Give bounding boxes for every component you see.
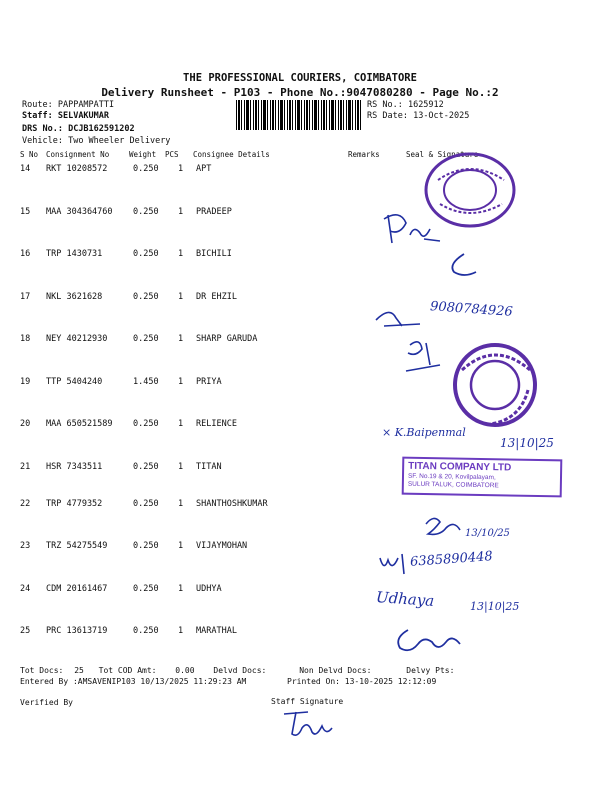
row-consignment: MAA 650521589: [46, 419, 113, 429]
titan-stamp-line2: SF. No.19 & 20, Kovilpalayam,: [407, 472, 496, 482]
row-weight: 0.250: [133, 462, 159, 472]
row-weight: 0.250: [133, 207, 159, 217]
row-pcs: 1: [178, 499, 184, 509]
rs-date-line: [367, 111, 469, 121]
barcode: [236, 100, 362, 130]
row-consignee: MARATHAL: [196, 626, 237, 636]
vehicle-line: [22, 136, 170, 146]
row-pcs: 1: [178, 164, 184, 174]
date-23: 13/10/25: [465, 528, 510, 539]
row-sno: 22: [20, 499, 31, 509]
row-sno: 23: [20, 541, 31, 551]
runsheet-title: Delivery Runsheet - P103 - Phone No.:9047080280 - Page No.:2: [101, 86, 499, 99]
row-weight: 0.250: [133, 584, 159, 594]
stamp-titan: [402, 457, 563, 498]
verified-by: Verified By: [20, 698, 73, 707]
row-pcs: 1: [178, 377, 184, 387]
row-pcs: 1: [178, 207, 184, 217]
delvy-pts-label: Delvy Pts:: [406, 666, 455, 675]
row-consignment: NEY 40212930: [46, 334, 108, 344]
col-weight: Weight: [129, 150, 157, 159]
row-sno: 18: [20, 334, 31, 344]
table-row: [0, 626, 600, 646]
signature-25: [388, 622, 468, 664]
titan-stamp-line3: SULUR TALUK, COIMBATORE: [407, 480, 499, 490]
tot-cod-label: Tot COD Amt:: [98, 666, 157, 675]
company-title: THE PROFESSIONAL COURIERS, COIMBATORE: [183, 72, 417, 84]
row-consignee: VIJAYMOHAN: [196, 541, 248, 551]
row-consignee: RELIENCE: [196, 419, 237, 429]
row-sno: 14: [20, 164, 31, 174]
handwritten-number-17: 9080784926: [429, 299, 514, 320]
row-weight: 0.250: [133, 164, 159, 174]
row-weight: 0.250: [133, 499, 159, 509]
row-consignment: RKT 10208572: [46, 164, 108, 174]
row-pcs: 1: [178, 541, 184, 551]
drs-value: DCJB162591202: [68, 124, 135, 134]
staff-signature: [278, 706, 338, 742]
vehicle-label: Vehicle:: [22, 136, 63, 146]
route-line: [22, 100, 114, 110]
row-consignment: NKL 3621628: [46, 292, 103, 302]
route-value: PAPPAMPATTI: [57, 100, 115, 110]
staff-value: SELVAKUMAR: [57, 111, 110, 121]
printed-on: Printed On: 13-10-2025 12:12:09: [287, 677, 437, 686]
rs-date-label: RS Date:: [367, 111, 408, 121]
table-row: [0, 249, 600, 269]
remark-20: × K.Baipenmal: [382, 426, 466, 439]
row-consignment: TRP 1430731: [46, 249, 103, 259]
row-weight: 0.250: [133, 249, 159, 259]
tot-cod-value: 0.00: [175, 666, 195, 675]
rs-no-label: RS No.:: [367, 100, 403, 110]
col-remarks: Remarks: [348, 150, 380, 159]
row-sno: 17: [20, 292, 31, 302]
row-consignment: TTP 5404240: [46, 377, 103, 387]
rs-no-value: 1625912: [407, 100, 444, 110]
tot-docs-label: Tot Docs:: [20, 666, 64, 675]
row-pcs: 1: [178, 626, 184, 636]
vehicle-value: Two Wheeler Delivery: [68, 136, 171, 146]
row-consignment: CDM 20161467: [46, 584, 108, 594]
staff-signature-label: Staff Signature: [271, 697, 344, 706]
handwritten-number-24: 6385890448: [409, 549, 494, 570]
rs-no-line: [367, 100, 444, 110]
col-sno: S No: [20, 150, 39, 159]
date-24: 13|10|25: [470, 600, 520, 613]
row-consignee: PRADEEP: [196, 207, 232, 217]
row-consignee: BICHILI: [196, 249, 232, 259]
row-sno: 24: [20, 584, 31, 594]
row-sno: 20: [20, 419, 31, 429]
row-consignee: DR EHZIL: [196, 292, 237, 302]
staff-line: [22, 111, 109, 121]
row-pcs: 1: [178, 419, 184, 429]
row-pcs: 1: [178, 584, 184, 594]
route-label: Route:: [22, 100, 53, 110]
row-weight: 0.250: [133, 626, 159, 636]
row-sno: 25: [20, 626, 31, 636]
remark-20-text: K.Baipenmal: [394, 426, 466, 439]
row-sno: 16: [20, 249, 31, 259]
col-pcs: PCS: [165, 150, 179, 159]
row-pcs: 1: [178, 292, 184, 302]
date-20: 13|10|25: [500, 436, 554, 450]
row-pcs: 1: [178, 462, 184, 472]
row-weight: 0.250: [133, 334, 159, 344]
col-seal: Seal & Signature: [406, 150, 479, 159]
row-pcs: 1: [178, 249, 184, 259]
row-sno: 19: [20, 377, 31, 387]
rs-date-value: 13-Oct-2025: [413, 111, 470, 121]
totals-line: [20, 666, 454, 675]
col-consignment: Consignment No: [46, 150, 110, 159]
row-consignee: SHANTHOSHKUMAR: [196, 499, 268, 509]
row-weight: 0.250: [133, 541, 159, 551]
signature-15: [380, 205, 450, 255]
row-consignment: PRC 13613719: [46, 626, 108, 636]
delvd-docs-label: Delvd Docs:: [213, 666, 267, 675]
drs-label: DRS No.:: [22, 124, 63, 134]
row-sno: 15: [20, 207, 31, 217]
stamp-school-vkn: [440, 340, 550, 430]
signature-16: [440, 250, 480, 280]
row-consignment: HSR 7343511: [46, 462, 103, 472]
row-consignment: TRP 4779352: [46, 499, 103, 509]
row-pcs: 1: [178, 334, 184, 344]
entered-by: Entered By :AMSAVENIP103 10/13/2025 11:29:23 AM: [20, 677, 247, 686]
row-consignee: APT: [196, 164, 212, 174]
row-weight: 1.450: [133, 377, 159, 387]
titan-stamp-title: TITAN COMPANY LTD: [408, 460, 512, 474]
row-consignee: UDHYA: [196, 584, 222, 594]
non-delvd-label: Non Delvd Docs:: [299, 666, 372, 675]
row-consignee: PRIYA: [196, 377, 222, 387]
row-consignment: MAA 304364760: [46, 207, 113, 217]
row-weight: 0.250: [133, 419, 159, 429]
row-consignee: SHARP GARUDA: [196, 334, 258, 344]
tot-docs-value: 25: [74, 666, 84, 675]
col-consignee: Consignee Details: [193, 150, 270, 159]
row-consignment: TRZ 54275549: [46, 541, 108, 551]
row-consignee: TITAN: [196, 462, 222, 472]
signature-24b: Udhaya: [375, 587, 435, 611]
drs-line: [22, 124, 135, 134]
row-sno: 21: [20, 462, 31, 472]
staff-label: Staff:: [22, 111, 53, 121]
row-weight: 0.250: [133, 292, 159, 302]
